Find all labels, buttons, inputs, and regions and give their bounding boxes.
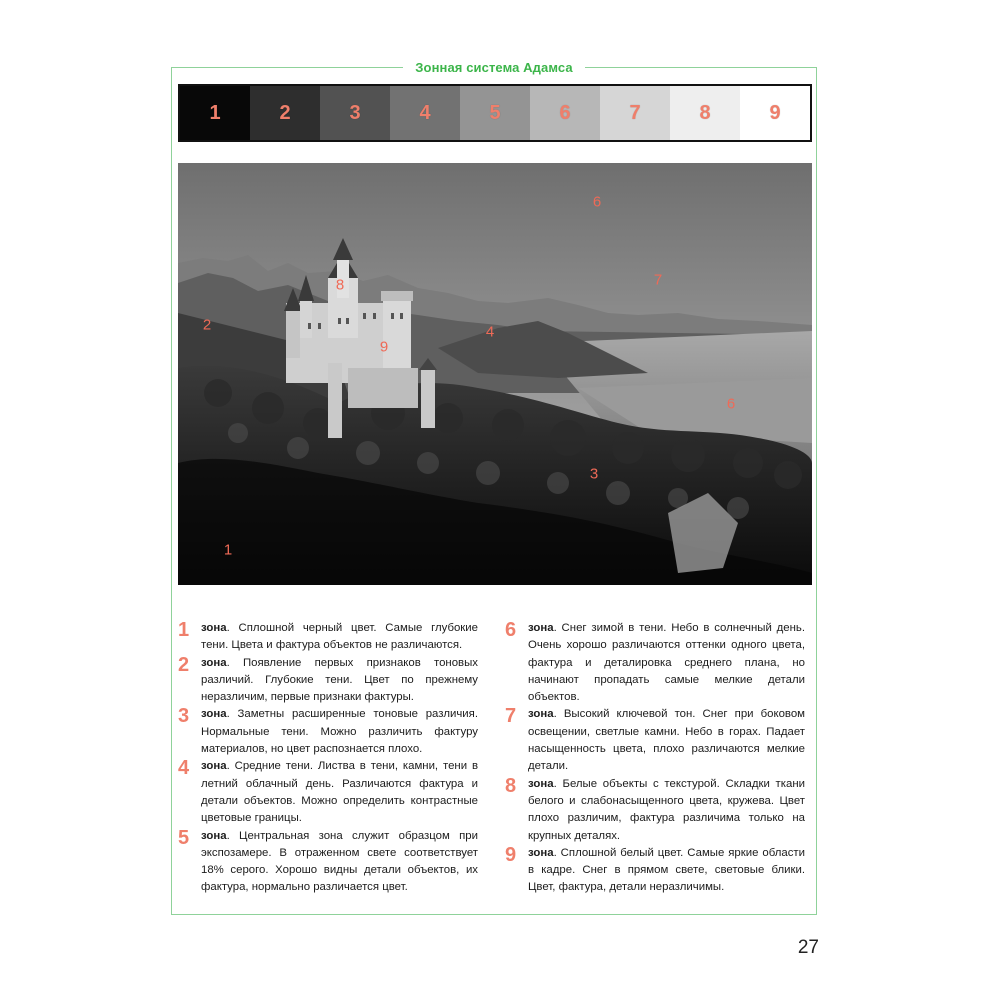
zone-number: 1: [178, 619, 190, 641]
zone-text: . Сплошной черный цвет. Самые глубокие тени. Цвета и фактура объектов не различаются.: [201, 622, 478, 652]
zone-number: 5: [178, 826, 190, 849]
zone-text: . Снег зимой в тени. Небо в солнечный день. Очень хорошо различаются оттенки одного цвета, фактура и деталировка среднего плана, но начинают пропадать самые мелкие детали объектов.: [528, 622, 805, 704]
photo-zone-label: 3: [589, 465, 599, 483]
photo-zone-label: 6: [726, 395, 736, 413]
zone-description: [505, 776, 805, 845]
zone-cell-5: [460, 86, 530, 140]
zone-cell-label: 7: [629, 101, 641, 124]
zone-cell-6: [530, 86, 600, 140]
zone-number: 3: [178, 705, 190, 728]
zone-text: . Белые объекты с текстурой. Складки ткани белого и слабонасыщенного цвета, кружева. Цвет плохо различим, фактура различима только на крупных деталях.: [528, 777, 805, 842]
zone-description: [505, 706, 805, 775]
zone-description: [505, 845, 805, 897]
zone-number: 7: [505, 705, 517, 728]
zone-cell-label: 1: [209, 101, 221, 124]
zone-cell-8: [670, 86, 740, 140]
frame-title: Зонная система Адамса: [403, 58, 585, 78]
zone-cell-3: [320, 86, 390, 140]
zone-cell-9: [740, 86, 810, 140]
zone-cell-label: 9: [769, 101, 781, 124]
zone-description: [178, 706, 478, 758]
zone-description: [178, 620, 478, 655]
zone-text: . Высокий ключевой тон. Снег при боковом освещении, светлые камни. Небо в горах. Падает насыщенность цвета, плохо различаются мелкие детали.: [528, 708, 805, 773]
zone-legend-left: [178, 620, 478, 897]
zone-text: . Сплошной белый цвет. Самые яркие области в кадре. Снег в прямом свете, световые блики. Цвет, фактура, детали неразличимы.: [528, 846, 805, 894]
zone-number: 9: [505, 843, 517, 866]
zone-text: . Заметны расширенные тоновые различия. Нормальные тени. Можно различить фактуру материалов, но цвет распознается плохо.: [201, 708, 478, 756]
zone-cell-label: 4: [419, 101, 431, 124]
photo-zone-label: 1: [223, 541, 233, 559]
photo-zone-label: 6: [592, 193, 602, 211]
zone-cell-2: [250, 86, 320, 140]
zone-word: зона: [201, 622, 227, 634]
zone-cell-label: 5: [489, 101, 501, 124]
photo-zone-label: 9: [379, 338, 389, 356]
zone-word: зона: [201, 829, 227, 842]
zone-grayscale-strip: [178, 84, 812, 142]
photo-zone-label: 7: [653, 271, 663, 289]
zone-text: . Центральная зона служит образцом при экспозамере. В отраженном свете соответствует 18% серого. Хорошо видны детали объектов, их фактура, нормально различается цвет.: [201, 829, 478, 894]
zone-description: [178, 828, 478, 897]
photo-zone-label: 4: [485, 323, 495, 341]
zone-cell-label: 6: [559, 101, 571, 124]
zone-word: зона: [528, 708, 554, 721]
zone-cell-label: 8: [699, 101, 711, 124]
zone-description: [178, 758, 478, 827]
zone-number: 6: [505, 619, 517, 641]
zone-text: . Появление первых признаков тоновых различий. Глубокие тени. Цвет по прежнему неразличим, первые признаки фактуры.: [201, 656, 478, 704]
zone-number: 2: [178, 653, 190, 676]
zone-cell-7: [600, 86, 670, 140]
zone-word: зона: [201, 708, 227, 721]
zone-word: зона: [528, 622, 554, 634]
zone-word: зона: [201, 760, 227, 773]
castle-landscape-illustration: [178, 163, 812, 585]
zone-word: зона: [528, 846, 554, 859]
photo-zone-label: 8: [335, 276, 345, 294]
zone-cell-1: [180, 86, 250, 140]
castle-photo: [178, 163, 812, 585]
page-number: 27: [797, 937, 819, 958]
photo-zone-label: 2: [202, 316, 212, 334]
zone-word: зона: [201, 656, 227, 669]
zone-cell-label: 2: [279, 101, 291, 124]
zone-word: зона: [528, 777, 554, 790]
zone-legend-right: [505, 620, 805, 897]
zone-text: . Средние тени. Листва в тени, камни, тени в летний облачный день. Различаются фактура и детали объектов. Можно определить контрастные цветовые границы.: [201, 760, 478, 825]
zone-cell-label: 3: [349, 101, 361, 124]
zone-description: [178, 655, 478, 707]
zone-cell-4: [390, 86, 460, 140]
zone-number: 8: [505, 774, 517, 797]
zone-number: 4: [178, 757, 190, 780]
zone-description: [505, 620, 805, 706]
